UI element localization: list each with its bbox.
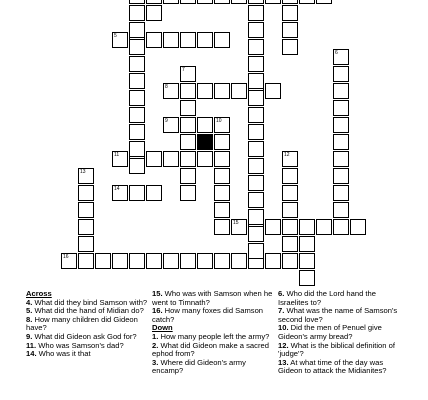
grid-square[interactable]	[146, 32, 162, 48]
clue-number: 11	[114, 152, 120, 158]
clue-item-number: 5.	[26, 306, 33, 316]
clue-item-number: 2.	[152, 340, 159, 350]
grid-square[interactable]	[129, 90, 145, 106]
clue-item-text: What did Gideon make a sacred ephod from?	[152, 340, 269, 359]
grid-square[interactable]	[163, 32, 179, 48]
clue-item-text: What did the hand of Midian do?	[32, 306, 144, 316]
clue-item-number: 11.	[26, 340, 37, 350]
clue-item	[278, 290, 400, 307]
grid-square[interactable]	[112, 151, 128, 167]
clue-item	[26, 350, 148, 359]
grid-square[interactable]	[129, 5, 145, 21]
grid-square[interactable]	[248, 124, 264, 140]
grid-square[interactable]	[197, 151, 213, 167]
grid-square[interactable]	[214, 185, 230, 201]
grid-square[interactable]	[78, 202, 94, 218]
grid-square[interactable]	[282, 0, 298, 4]
grid-square[interactable]	[112, 32, 128, 48]
across-heading: Across	[26, 289, 52, 298]
grid-square[interactable]	[248, 22, 264, 38]
grid-square[interactable]	[112, 253, 128, 269]
grid-square[interactable]	[163, 117, 179, 133]
clue-item-text: Did the men of Penuel give Gideon's army bread?	[278, 323, 382, 341]
down-clues-continued	[278, 290, 400, 376]
grid-square[interactable]	[163, 83, 179, 99]
grid-square[interactable]	[129, 0, 145, 4]
grid-square[interactable]	[316, 0, 332, 4]
grid-square[interactable]	[282, 219, 298, 235]
grid-square[interactable]	[197, 83, 213, 99]
clue-item-number: 7.	[278, 306, 285, 316]
grid-square[interactable]	[146, 151, 162, 167]
clue-item-number: 14.	[26, 349, 37, 359]
grid-square[interactable]	[248, 209, 264, 225]
grid-square[interactable]	[248, 0, 264, 4]
grid-square[interactable]	[197, 32, 213, 48]
grid-square[interactable]	[299, 219, 315, 235]
grid-square[interactable]	[129, 73, 145, 89]
grid-square[interactable]	[78, 185, 94, 201]
clue-item-text: Who was Samson's dad?	[36, 340, 124, 350]
clue-item-number: 6.	[278, 289, 285, 298]
clue-item-number: 15.	[152, 289, 163, 298]
grid-square[interactable]	[61, 253, 77, 269]
grid-square[interactable]	[78, 168, 94, 184]
clue-item-text: What did Gideon ask God for?	[32, 331, 137, 341]
grid-square[interactable]	[299, 236, 315, 252]
clue-item-text: Who was with Samson when he went to Timnath?	[152, 289, 273, 307]
clue-number: 9	[165, 118, 168, 124]
grid-square[interactable]	[231, 253, 247, 269]
grid-square[interactable]	[146, 253, 162, 269]
grid-square[interactable]	[248, 73, 264, 89]
grid-square[interactable]	[282, 22, 298, 38]
grid-square[interactable]	[163, 151, 179, 167]
grid-square[interactable]	[333, 168, 349, 184]
grid-square[interactable]	[265, 219, 281, 235]
grid-square[interactable]	[146, 5, 162, 21]
grid-square[interactable]	[282, 168, 298, 184]
grid-square[interactable]	[214, 168, 230, 184]
grid-square[interactable]	[333, 202, 349, 218]
grid-square[interactable]	[180, 168, 196, 184]
clue-item	[26, 316, 148, 333]
blocked-square	[197, 134, 213, 150]
clue-item-text: What is the biblical definition of 'judge'?	[278, 340, 395, 359]
clue-item-number: 1.	[152, 331, 159, 341]
grid-square[interactable]	[231, 83, 247, 99]
grid-square[interactable]	[248, 243, 264, 259]
grid-square[interactable]	[180, 185, 196, 201]
grid-square[interactable]	[248, 158, 264, 174]
grid-square[interactable]	[248, 90, 264, 106]
grid-square[interactable]	[265, 253, 281, 269]
grid-square[interactable]	[282, 185, 298, 201]
grid-square[interactable]	[197, 117, 213, 133]
grid-square[interactable]	[248, 226, 264, 242]
grid-square[interactable]	[129, 158, 145, 174]
grid-square[interactable]	[333, 219, 349, 235]
grid-square[interactable]	[163, 253, 179, 269]
clue-column-3	[278, 290, 400, 376]
grid-square[interactable]	[180, 83, 196, 99]
grid-square[interactable]	[129, 22, 145, 38]
grid-square[interactable]	[350, 219, 366, 235]
grid-square[interactable]	[180, 100, 196, 116]
grid-square[interactable]	[197, 0, 213, 4]
clue-item	[278, 342, 400, 359]
down-clues	[152, 333, 274, 376]
clue-item-number: 16.	[152, 306, 163, 316]
grid-square[interactable]	[146, 185, 162, 201]
clue-number: 8	[165, 84, 168, 90]
grid-square[interactable]	[248, 192, 264, 208]
grid-square[interactable]	[78, 219, 94, 235]
grid-square[interactable]	[333, 49, 349, 65]
clue-item-number: 12.	[278, 340, 289, 350]
grid-square[interactable]	[316, 219, 332, 235]
across-clues-continued	[152, 290, 274, 324]
grid-square[interactable]	[214, 134, 230, 150]
grid-square[interactable]	[299, 0, 315, 4]
grid-square[interactable]	[282, 151, 298, 167]
clue-number: 14	[114, 186, 120, 192]
clue-item	[152, 342, 274, 359]
grid-square[interactable]	[333, 83, 349, 99]
clue-column-1	[26, 290, 148, 359]
grid-square[interactable]	[248, 56, 264, 72]
grid-square[interactable]	[214, 32, 230, 48]
clue-item-text: Where did Gideon's army encamp?	[152, 357, 246, 376]
grid-square[interactable]	[248, 141, 264, 157]
down-heading: Down	[152, 323, 173, 333]
grid-square[interactable]	[282, 39, 298, 55]
grid-square[interactable]	[214, 0, 230, 4]
grid-square[interactable]	[333, 117, 349, 133]
grid-square[interactable]	[78, 253, 94, 269]
clue-item	[278, 324, 400, 341]
grid-square[interactable]	[231, 0, 247, 4]
grid-square[interactable]	[282, 5, 298, 21]
clue-item	[278, 359, 400, 376]
clue-item-number: 3.	[152, 357, 159, 367]
clue-item-text: How many children did Gideon have?	[26, 314, 138, 333]
clue-item-text: What was the name of Samson's second love?	[278, 306, 398, 324]
grid-square[interactable]	[265, 83, 281, 99]
grid-square[interactable]	[129, 253, 145, 269]
grid-square[interactable]	[214, 253, 230, 269]
clue-item	[152, 290, 274, 307]
grid-square[interactable]	[333, 100, 349, 116]
grid-square[interactable]	[231, 219, 247, 235]
grid-square[interactable]	[214, 83, 230, 99]
grid-square[interactable]	[180, 117, 196, 133]
grid-square[interactable]	[129, 56, 145, 72]
grid-square[interactable]	[214, 117, 230, 133]
grid-square[interactable]	[214, 202, 230, 218]
grid-square[interactable]	[248, 39, 264, 55]
clue-item-text: How many people left the army?	[158, 331, 270, 341]
clue-number: 15	[233, 220, 239, 226]
grid-square[interactable]	[248, 5, 264, 21]
grid-square[interactable]	[129, 124, 145, 140]
grid-square[interactable]	[95, 253, 111, 269]
clue-item-number: 13.	[278, 357, 289, 367]
grid-square[interactable]	[146, 0, 162, 4]
grid-square[interactable]	[282, 202, 298, 218]
grid-square[interactable]	[112, 185, 128, 201]
grid-square[interactable]	[333, 151, 349, 167]
grid-square[interactable]	[180, 0, 196, 4]
clue-item-text: What did they bind Samson with?	[32, 297, 148, 307]
grid-square[interactable]	[282, 236, 298, 252]
across-clues	[26, 299, 148, 359]
grid-square[interactable]	[333, 185, 349, 201]
grid-square[interactable]	[333, 66, 349, 82]
clue-item-text: Who did the Lord hand the Israelites to?	[278, 289, 376, 307]
grid-square[interactable]	[197, 253, 213, 269]
clue-number: 7	[182, 67, 185, 73]
clue-item-number: 10.	[278, 323, 289, 333]
clue-item	[152, 359, 274, 376]
grid-square[interactable]	[214, 219, 230, 235]
clue-item	[278, 307, 400, 324]
clue-number: 13	[80, 169, 86, 175]
clue-number: 16	[63, 254, 69, 260]
grid-square[interactable]	[180, 253, 196, 269]
clue-item-text: How many foxes did Samson catch?	[152, 306, 264, 324]
clue-item-number: 8.	[26, 314, 33, 324]
grid-square[interactable]	[214, 151, 230, 167]
grid-square[interactable]	[180, 134, 196, 150]
grid-square[interactable]	[282, 253, 298, 269]
clue-number: 12	[284, 152, 290, 158]
clue-number: 10	[216, 118, 222, 124]
grid-square[interactable]	[299, 253, 315, 269]
clue-item	[152, 307, 274, 324]
grid-square[interactable]	[129, 107, 145, 123]
clue-item-number: 4.	[26, 297, 33, 307]
grid-square[interactable]	[180, 151, 196, 167]
clue-item-text: At what time of the day was Gideon to attack the Midianites?	[278, 357, 387, 376]
grid-square[interactable]	[248, 107, 264, 123]
grid-square[interactable]	[333, 134, 349, 150]
clue-item-text: Who was it that	[36, 349, 91, 359]
grid-square[interactable]	[163, 0, 179, 4]
clue-number: 5	[114, 33, 117, 39]
clue-item-number: 9.	[26, 331, 33, 341]
grid-square[interactable]	[129, 39, 145, 55]
grid-square[interactable]	[78, 236, 94, 252]
grid-square[interactable]	[248, 175, 264, 191]
grid-square[interactable]	[299, 270, 315, 286]
clue-column-2	[152, 290, 274, 376]
clue-number: 6	[335, 50, 338, 56]
grid-square[interactable]	[180, 66, 196, 82]
grid-square[interactable]	[180, 32, 196, 48]
grid-square[interactable]	[129, 185, 145, 201]
grid-square[interactable]	[129, 141, 145, 157]
grid-square[interactable]	[265, 0, 281, 4]
clue-list	[26, 290, 416, 400]
